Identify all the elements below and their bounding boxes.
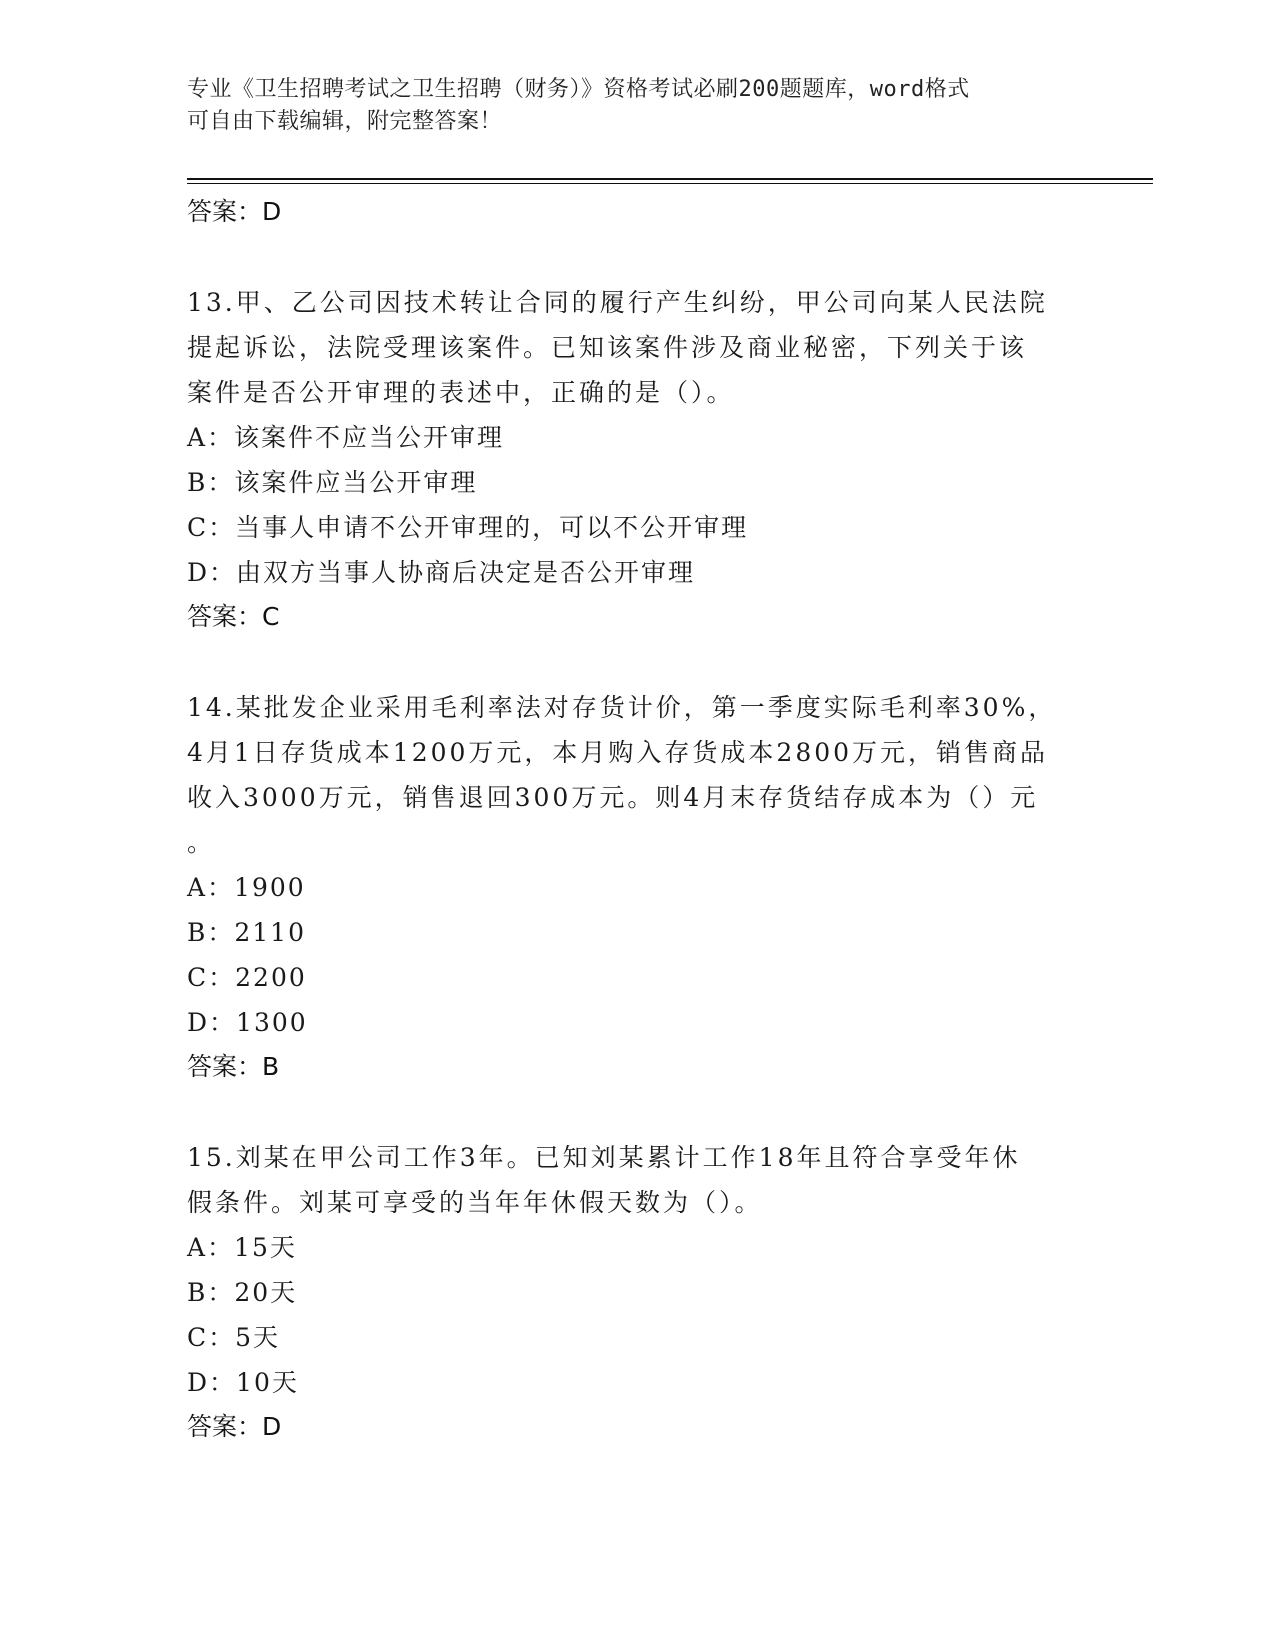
- question-block: [187, 685, 1087, 1089]
- answer-line: 答案：D: [187, 1412, 282, 1441]
- question-block: [187, 1135, 1087, 1449]
- option-c: C：5天: [187, 1323, 281, 1352]
- answer-line: 答案：D: [187, 197, 282, 226]
- question-text-line: 15.刘某在甲公司工作3年。已知刘某累计工作18年且符合享受年休: [187, 1143, 1021, 1172]
- question-text-line: 假条件。刘某可享受的当年年休假天数为（）。: [187, 1188, 763, 1217]
- question-text-line: 案件是否公开审理的表述中，正确的是（）。: [187, 378, 735, 407]
- header-rule-thick: [187, 178, 1153, 180]
- option-b: B：该案件应当公开审理: [187, 468, 478, 497]
- page-header: [187, 74, 1067, 138]
- question-text-line: 14.某批发企业采用毛利率法对存货计价，第一季度实际毛利率30%，: [187, 693, 1057, 722]
- question-text-line: 提起诉讼，法院受理该案件。已知该案件涉及商业秘密，下列关于该: [187, 333, 1028, 362]
- spacer: [187, 1089, 1087, 1135]
- spacer: [187, 639, 1087, 685]
- question-block: [187, 280, 1087, 639]
- option-a: A：1900: [187, 873, 306, 902]
- question-text-line: 13.甲、乙公司因技术转让合同的履行产生纠纷，甲公司向某人民法院: [187, 288, 1048, 317]
- option-a: A：该案件不应当公开审理: [187, 423, 505, 452]
- option-c: C：当事人申请不公开审理的，可以不公开审理: [187, 513, 749, 542]
- header-line-1: 专业《卫生招聘考试之卫生招聘（财务）》资格考试必刷200题题库，word格式: [187, 77, 970, 102]
- answer-line: 答案：C: [187, 602, 280, 631]
- option-b: B：2110: [187, 918, 306, 947]
- question-text-line: 收入3000万元，销售退回300万元。则4月末存货结存成本为（）元: [187, 783, 1039, 812]
- document-body: [187, 190, 1087, 1449]
- spacer: [187, 234, 1087, 280]
- header-line-2: 可自由下载编辑，附完整答案！: [187, 109, 503, 134]
- option-b: B：20天: [187, 1278, 298, 1307]
- option-c: C：2200: [187, 963, 307, 992]
- option-d: D：由双方当事人协商后决定是否公开审理: [187, 558, 696, 587]
- option-d: D：10天: [187, 1368, 299, 1397]
- question-text-line: 。: [187, 828, 216, 857]
- header-rule-thin: [187, 183, 1153, 184]
- answer-line: 答案：B: [187, 1052, 280, 1081]
- option-a: A：15天: [187, 1233, 297, 1262]
- question-text-line: 4月1日存货成本1200万元，本月购入存货成本2800万元，销售商品: [187, 738, 1049, 767]
- option-d: D：1300: [187, 1008, 308, 1037]
